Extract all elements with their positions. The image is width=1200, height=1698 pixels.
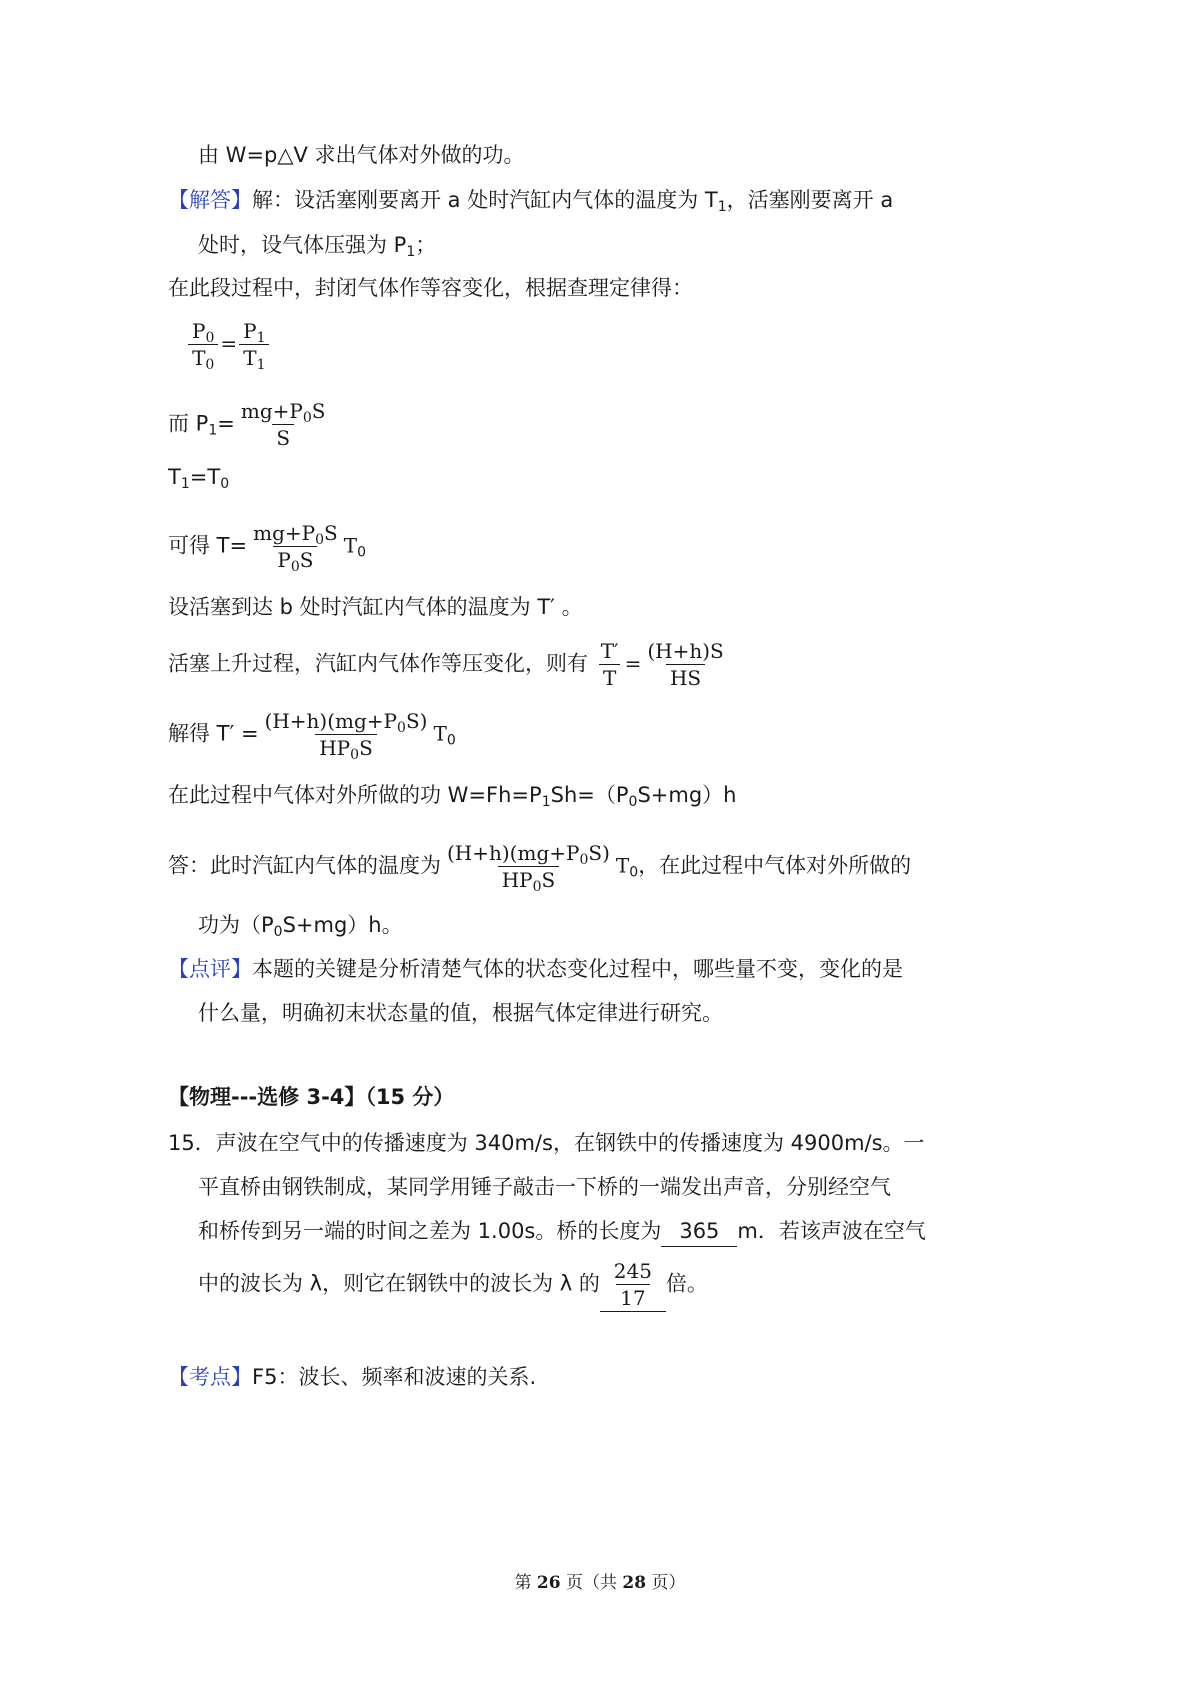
equation-t: 可得 T= $\frac{mg+P_0S}{P_0S}$ $T_0$: [168, 521, 366, 575]
equation-isobaric: 活塞上升过程，汽缸内气体作等压变化，则有 $\frac{T'}{T}$ = $\frac{(H+h)S}{HS}$: [168, 639, 724, 690]
section-heading: 【物理---选修 3-4】（15 分）: [168, 1085, 455, 1109]
text-line: 设活塞到达 b 处时汽缸内气体的温度为 T′ 。: [168, 595, 583, 619]
text-line: 平直桥由钢铁制成，某同学用锤子敲击一下桥的一端发出声音，分别经空气: [198, 1175, 891, 1199]
answer-blank: 365: [661, 1216, 737, 1247]
question-15: 15．声波在空气中的传播速度为 340m/s，在钢铁中的传播速度为 4900m/s。一: [168, 1131, 925, 1155]
text-line: 功为$(P_0S+mg)h$。: [198, 913, 403, 940]
text-line: 和桥传到另一端的时间之差为 1.00s。桥的长度为 365 m．若该声波在空气: [198, 1216, 926, 1247]
equation-p1: 而 $P_1=$ $\frac{mg+P_0S}{S}$: [168, 399, 326, 450]
text-line: 中的波长为 λ，则它在钢铁中的波长为 λ 的 $\frac{245}{17}$ 倍。: [198, 1259, 708, 1310]
comment-tag: 【点评】: [168, 957, 252, 981]
keypoint-tag: 【考点】: [168, 1365, 252, 1389]
answer-blank: $\frac{245}{17}$: [600, 1258, 666, 1312]
text-line: 在此段过程中，封闭气体作等容变化，根据查理定律得：: [168, 276, 693, 300]
equation-t1: $T_1=T_0$: [168, 465, 230, 492]
equation-tprime: 解得 T′ = $\frac{(H+h)(mg+P_0S)}{HP_0S}$ $T_0$: [168, 709, 456, 763]
comment-line: 【点评】本题的关键是分析清楚气体的状态变化过程中，哪些量不变，变化的是: [168, 957, 903, 981]
text-line: 处时，设气体压强为 $P_1$；: [198, 233, 437, 260]
text-line: 什么量，明确初末状态量的值，根据气体定律进行研究。: [198, 1001, 723, 1025]
answer-line: 【解答】解：设活塞刚要离开 a 处时汽缸内气体的温度为 $T_1$，活塞刚要离开 a: [168, 188, 894, 215]
answer-conclusion: 答：此时汽缸内气体的温度为 $\frac{(H+h)(mg+P_0S)}{HP_0S}$ $T_0$，在此过程中气体对外所做的: [168, 841, 912, 895]
equation-charles: $\frac{P_0}{T_0}$ = $\frac{P_1}{T_1}$: [186, 318, 272, 371]
text-line: 在此过程中气体对外所做的功 $W=Fh=P_1Sh=(P_0S+mg)h$: [168, 783, 737, 810]
page-total: 28: [622, 1573, 647, 1593]
keypoint-line: 【考点】F5：波长、频率和波速的关系.: [168, 1365, 537, 1389]
text-line: 由 W=p△V 求出气体对外做的功。: [198, 143, 525, 167]
page-footer: 第 26 页（共 28 页）: [514, 1573, 686, 1593]
answer-tag: 【解答】: [168, 188, 252, 212]
page-number: 26: [536, 1573, 561, 1593]
